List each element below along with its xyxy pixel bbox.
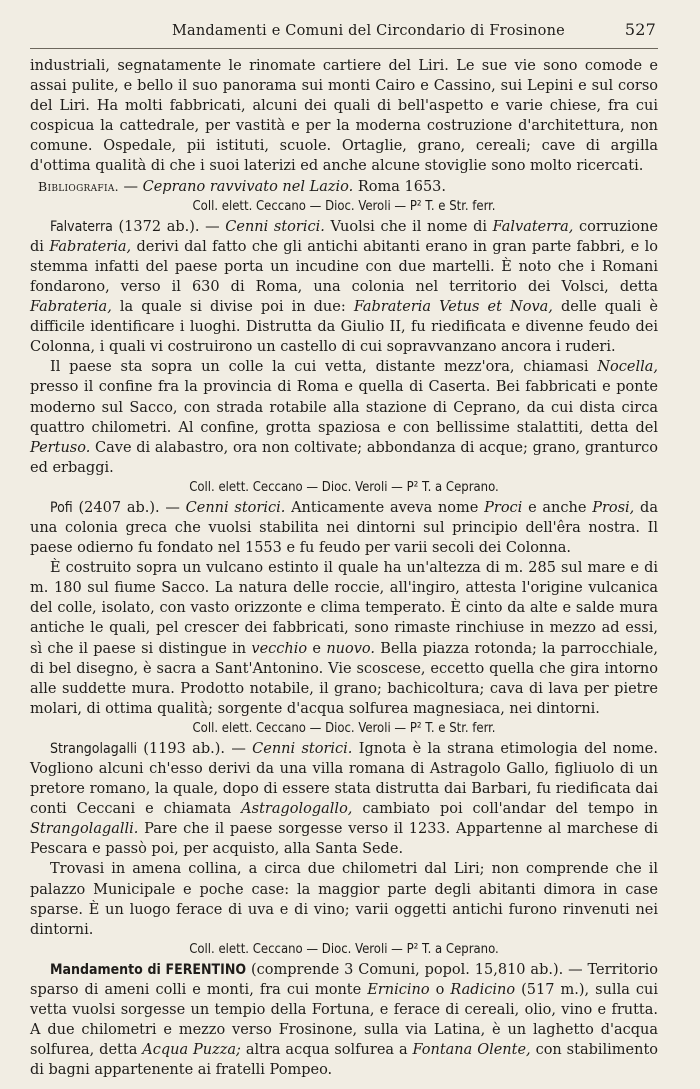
- entry-name: Strangolagalli: [50, 740, 137, 757]
- mandamento-ferentino: Mandamento di FERENTINO (comprende 3 Comuni, popol. 15,810 ab.). — Territorio sparso di ameni colli e monti, fra cui monte Ernicino o Radicino (517 m.), sulla cui vetta vuolsi sorgesse un tempio della Fortuna, e ferace di cereali, olio, vino e frutta. A due chilometri e mezzo verso Frosinone, sulla via Latina, è un laghetto d'acqua solfurea, detta Acqua Puzza; altra acqua solfurea a Fontana Olente, con stabilimento di bagni appartenente ai fratelli Pompeo.: [30, 961, 659, 1079]
- running-header: [30, 14, 658, 49]
- mandamento-label: Mandamento di FERENTINO: [50, 961, 247, 978]
- bibliography-work: Ceprano ravvivato nel Lazio.: [142, 178, 354, 195]
- pofi-paragraph-2: È costruito sopra un vulcano estinto il quale ha un'altezza di m. 285 sul mare e di m. 180 sul fiume Sacco. La natura delle roccie, all'ingiro, attesta l'origine vulcanica del colle, isolato, con vasto orizzonte e clima temperato. È cinto da alte e salde mura antiche le quali, pel crescer dei fabbricati, sono rimaste rinchiuse in mezzo ad essi, sì che il paese si distingue in vecchio e nuovo. Bella piazza rotonda; la parrocchiale, di bel disegno, è sacra a Sant'Antonino. Vie scoscese, eccetto quella che gira intorno alle suddette mura. Prodotto notabile, il grano; bachicoltura; cava di lava per pietre molari, di ottima qualità; sorgente d'acqua solfurea magnesiaca, nei dintorni.: [30, 560, 658, 717]
- page-number: 527: [624, 20, 656, 39]
- running-title: Mandamenti e Comuni del Circondario di Frosinone: [172, 23, 565, 39]
- falvaterra-coll-line: Coll. elett. Ceccano — Dioc. Veroli — P² T. a Ceprano.: [189, 479, 499, 495]
- strangolagalli-coll-line: Coll. elett. Ceccano — Dioc. Veroli — P² T. a Ceprano.: [189, 941, 499, 957]
- falvaterra-paragraph-2: Il paese sta sopra un colle la cui vetta, distante mezz'ora, chiamasi Nocella, presso il confine fra la provincia di Roma e quella di Caserta. Bei fabbricati e ponte moderno sul Sacco, con strada rotabile alla stazione di Ceprano, da cui dista circa quattro chilometri. Al confine, grotta spaziosa e con bellissime stalattiti, detta del Pertuso. Cave di alabastro, ora non coltivate; abbondanza di acque; grano, granturco ed erbaggi.: [30, 359, 658, 476]
- entry-falvaterra: Falvaterra (1372 ab.). — Cenni storici. Vuolsi che il nome di Falvaterra, corruzione di Fabrateria, derivi dal fatto che gli antichi abitanti erano in gran parte fabbri, e lo stemma infatti del paese porta un incudine con due martelli. È noto che i Romani fondarono, verso il 630 di Roma, una colonia nel territorio dei Volsci, detta Fabrateria, la quale si divise poi in due: Fabrateria Vetus et Nova, delle quali è difficile identificare i luoghi. Distrutta da Giulio II, fu riedificata e divenne feudo dei Colonna, i quali vi costruirono un castello di cui sopravvanzano ancora i ruderi.: [30, 218, 658, 356]
- ceprano-coll-line: Coll. elett. Ceccano — Dioc. Veroli — P² T. e Str. ferr.: [192, 198, 496, 214]
- pofi-coll-line: Coll. elett. Ceccano — Dioc. Veroli — P² T. e Str. ferr.: [192, 720, 496, 736]
- bibliography-label: Bibliografia.: [38, 178, 119, 194]
- page: [30, 14, 658, 1080]
- entry-strangolagalli: Strangolagalli (1193 ab.). — Cenni storici. Ignota è la strana etimologia del nome. Vogliono alcuni ch'esso derivi da una villa romana di Astragolo Gallo, figliuolo di un pretore romano, la quale, dopo di essere stata distrutta dai Barbari, fu riedificata dai conti Ceccani e chiamata Astragologallo, cambiato poi coll'andar del tempo in Strangolagalli. Pare che il paese sorgesse verso il 1233. Appartenne al marchese di Pescara e passò poi, per acquisto, alla Santa Sede.: [30, 740, 658, 858]
- entry-pofi: Pofi (2407 ab.). — Cenni storici. Anticamente aveva nome Proci e anche Prosi, da una colonia greca che vuolsi stabilita nei dintorni sul principio dell'êra nostra. Il paese odierno fu fondato nel 1553 e fu feudo per varii secoli dei Colonna.: [30, 499, 658, 557]
- page-body: [30, 56, 658, 1080]
- intro-paragraph: industriali, segnatamente le rinomate cartiere del Liri. Le sue vie sono comode e assai pulite, e bello il suo panorama sui monti Cairo e Cassino, sui Lepini e sul corso del Liri. Ha molti fabbricati, alcuni dei quali di bell'aspetto e varie chiese, fra cui cospicua la cattedrale, per vastità e per la moderna costruzione d'architettura, non comune. Ospedale, pii istituti, scuole. Ortaglie, grano, cereali; cave di argilla d'ottima qualità di che i suoi laterizi ed anche alcune stoviglie sono molto ricercati.: [30, 58, 658, 175]
- bibliography-line: Bibliografia. — Ceprano ravvivato nel Lazio. Roma 1653.: [38, 178, 447, 195]
- strangolagalli-paragraph-2: Trovasi in amena collina, a circa due chilometri dal Liri; non comprende che il palazzo Municipale e poche case: la maggior parte degli abitanti dimora in case sparse. È un luogo ferace di uva e di vino; varii oggetti antichi furono rinvenuti nei dintorni.: [30, 861, 658, 938]
- entry-name: Falvaterra: [50, 218, 113, 235]
- entry-name: Pofi: [50, 499, 73, 516]
